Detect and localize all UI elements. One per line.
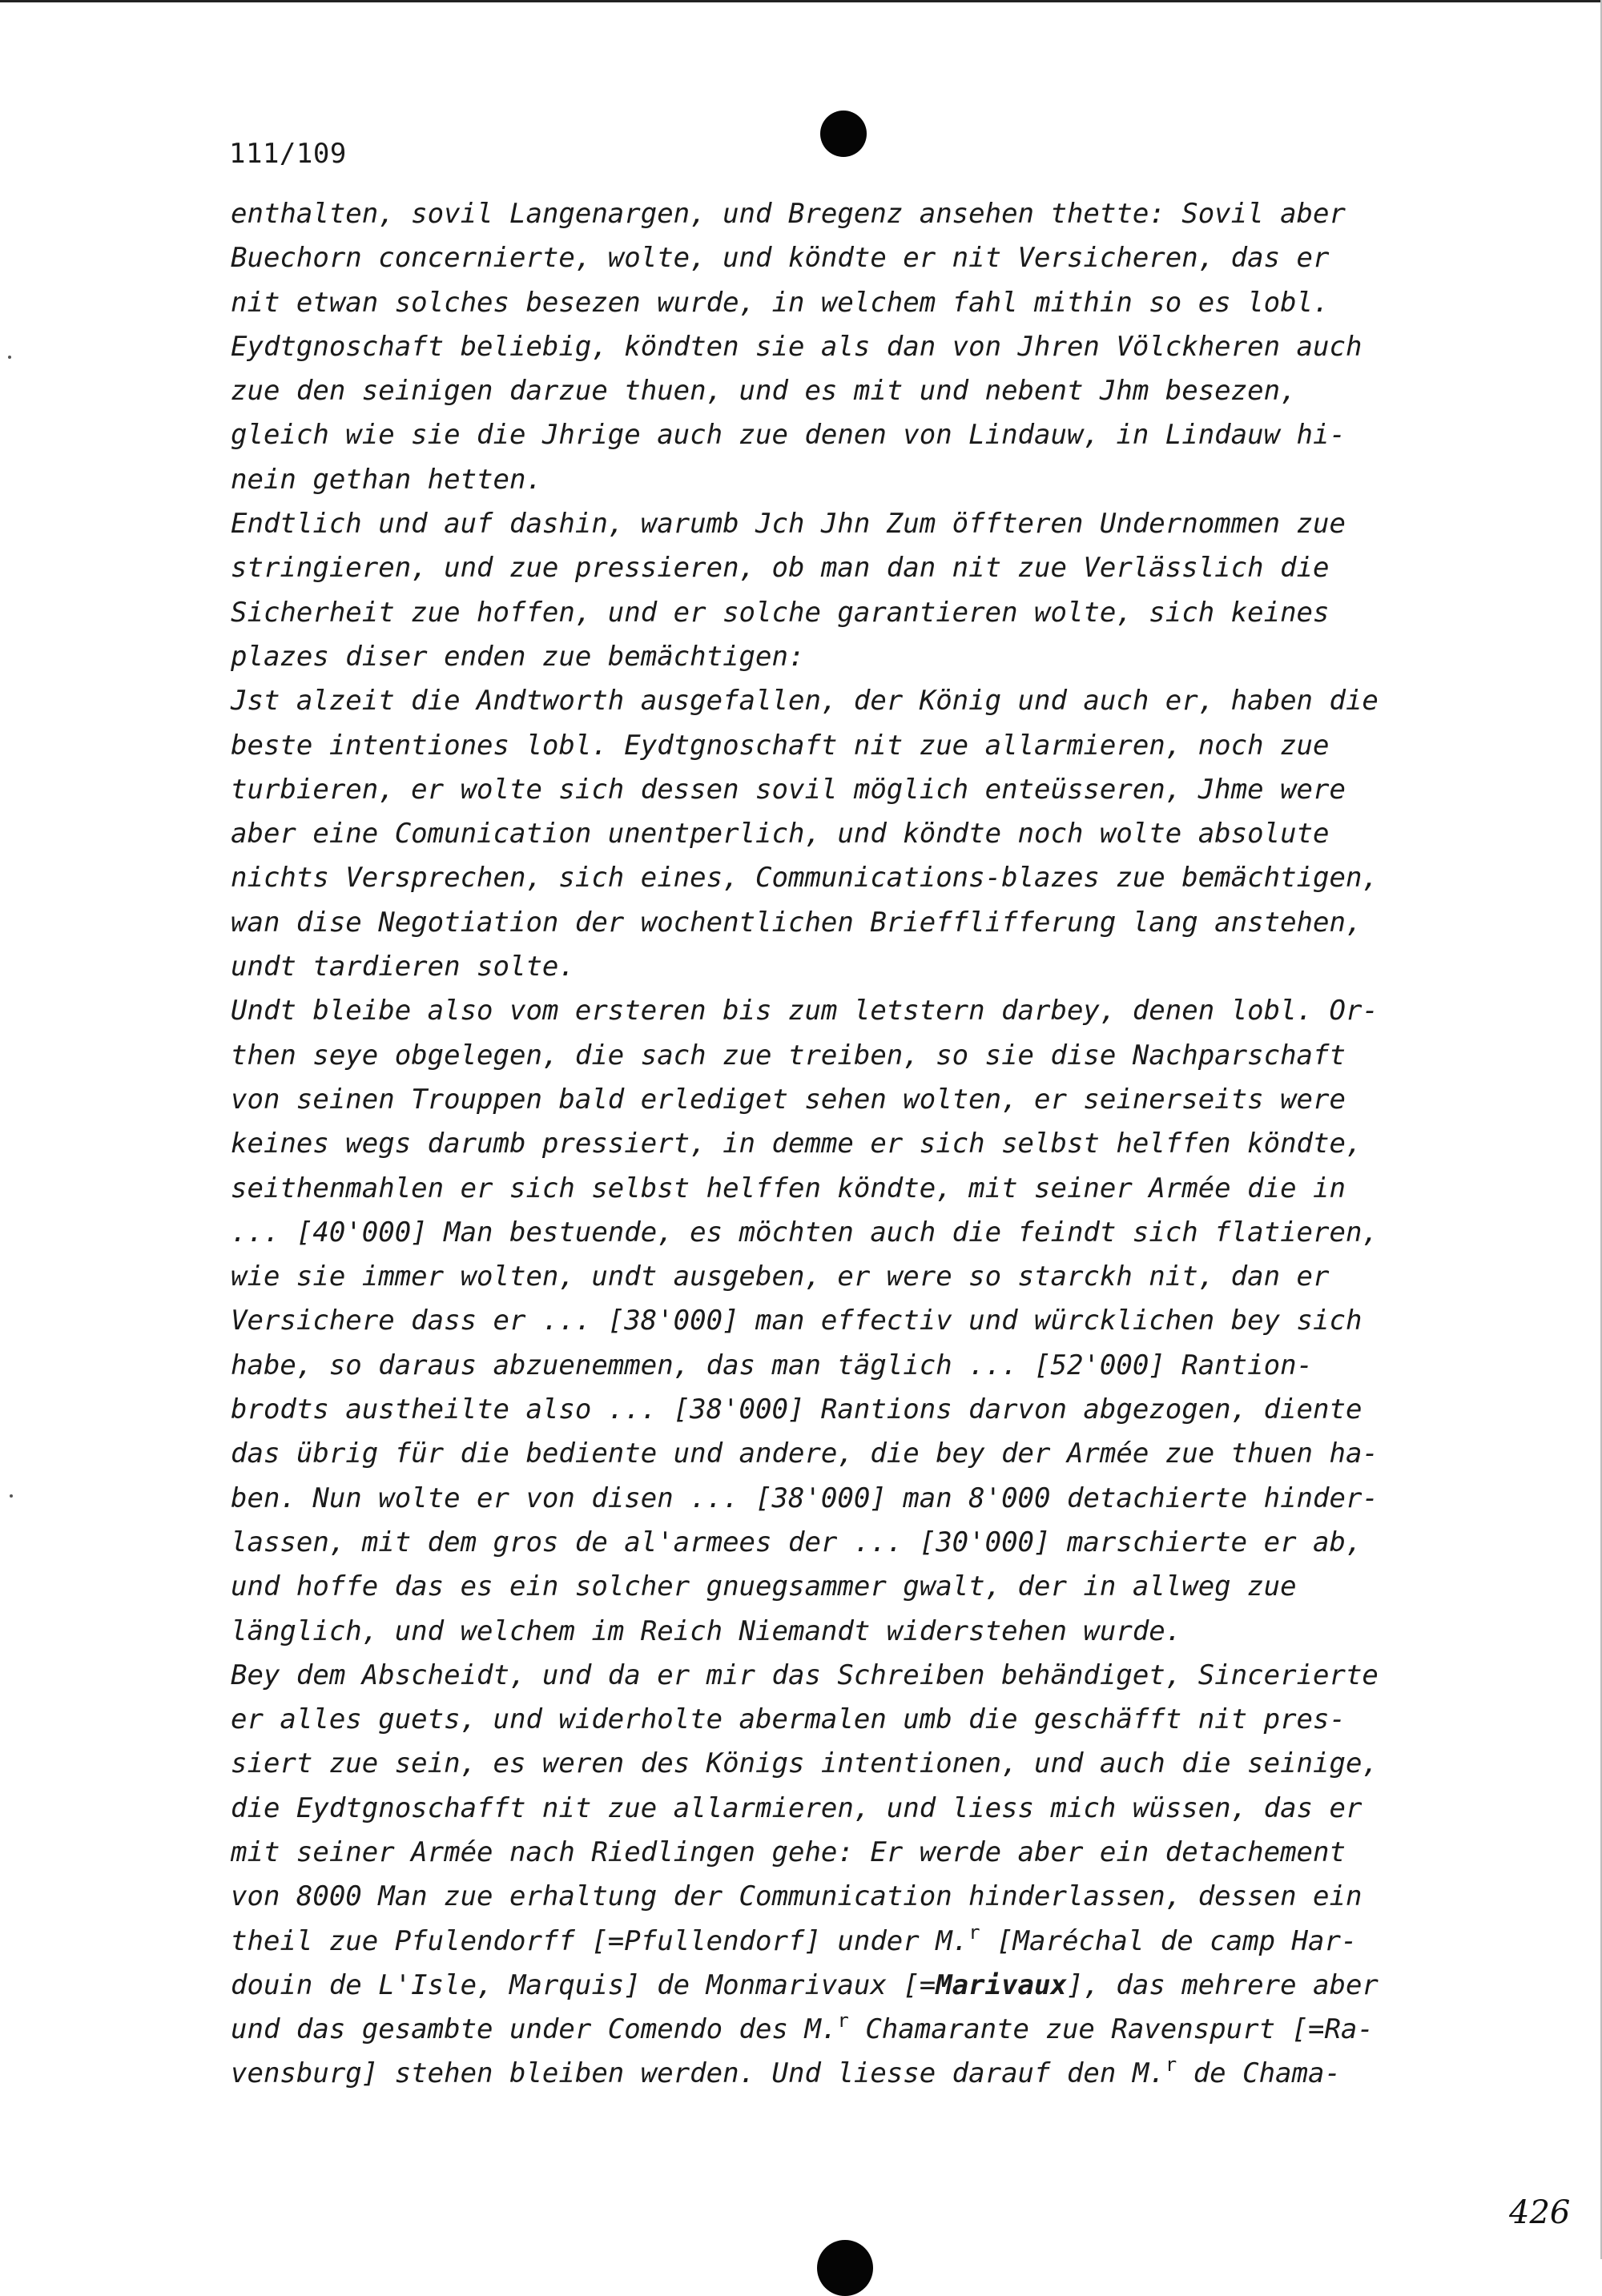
text-segment: stringieren, und zue pressieren, ob man dan nit zue Verlässlich die bbox=[231, 552, 1330, 585]
text-segment: und hoffe das es ein solcher gnuegsammer gwalt, der in allweg zue bbox=[231, 1570, 1297, 1603]
text-segment: mit seiner Armée nach Riedlingen gehe: Er werde aber ein detachement bbox=[231, 1836, 1346, 1868]
text-line bbox=[231, 1654, 1480, 1698]
text-line bbox=[231, 325, 1480, 369]
text-line bbox=[231, 635, 1480, 679]
text-line bbox=[231, 856, 1480, 900]
text-segment: siert zue sein, es weren des Königs intentionen, und auch die seinige, bbox=[231, 1747, 1379, 1780]
text-segment: wie sie immer wolten, undt ausgeben, er were so starckh nit, dan er bbox=[231, 1261, 1330, 1293]
text-segment: theil zue Pfulendorff [=Pfullendorf] under M. bbox=[231, 1924, 969, 1957]
text-line bbox=[231, 1255, 1480, 1299]
text-line bbox=[231, 768, 1480, 812]
text-segment: er alles guets, und widerholte abermalen umb die geschäfft nit pres- bbox=[231, 1703, 1346, 1736]
text-line bbox=[231, 1078, 1480, 1122]
text-segment: Bey dem Abscheidt, und da er mir das Schreiben behändiget, Sincerierte bbox=[231, 1659, 1379, 1691]
text-segment: Sicherheit zue hoffen, und er solche garantieren wolte, sich keines bbox=[231, 596, 1330, 629]
text-line bbox=[231, 1964, 1480, 2008]
superscript: r bbox=[968, 1920, 980, 1944]
text-segment: turbieren, er wolte sich dessen sovil möglich enteüsseren, Jhme were bbox=[231, 773, 1346, 806]
text-line bbox=[231, 2008, 1480, 2052]
text-line bbox=[231, 502, 1480, 546]
text-segment: [Maréchal de camp Har- bbox=[980, 1924, 1358, 1957]
punch-hole-bottom bbox=[817, 2240, 873, 2296]
text-segment: Jst alzeit die Andtworth ausgefallen, der König und auch er, haben die bbox=[231, 685, 1379, 718]
text-segment: undt tardieren solte. bbox=[231, 951, 575, 983]
text-segment: und das gesambte under Comendo des M. bbox=[231, 2013, 838, 2046]
text-line bbox=[231, 1831, 1480, 1875]
text-segment: beste intentiones lobl. Eydtgnoschaft nit zue allarmieren, noch zue bbox=[231, 729, 1330, 762]
text-segment: gleich wie sie die Jhrige auch zue denen von Lindauw, in Lindauw hi- bbox=[231, 419, 1346, 452]
text-line bbox=[231, 2052, 1480, 2096]
text-line bbox=[231, 1432, 1480, 1476]
text-line bbox=[231, 546, 1480, 590]
text-line bbox=[231, 1034, 1480, 1078]
text-segment: keines wegs darumb pressiert, in demme er sich selbst helffen köndte, bbox=[231, 1128, 1363, 1160]
text-segment: enthalten, sovil Langenargen, und Bregenz ansehen thette: Sovil aber bbox=[231, 198, 1346, 230]
text-line bbox=[231, 236, 1480, 280]
text-segment: zue den seinigen darzue thuen, und es mit und nebent Jhm besezen, bbox=[231, 375, 1297, 408]
text-segment: ben. Nun wolte er von disen ... [38'000] man 8'000 detachierte hinder- bbox=[231, 1482, 1379, 1514]
text-segment: ], das mehrere aber bbox=[1066, 1968, 1379, 2001]
text-segment: seithenmahlen er sich selbst helffen köndte, mit seiner Armée die in bbox=[231, 1172, 1346, 1204]
handwritten-page-number: 426 bbox=[1509, 2194, 1571, 2231]
text-segment: Undt bleibe also vom ersteren bis zum letstern darbey, denen lobl. Or- bbox=[231, 995, 1379, 1027]
text-line bbox=[231, 369, 1480, 413]
text-segment: then seye obgelegen, die sach zue treiben, so sie dise Nachparschaft bbox=[231, 1039, 1346, 1072]
text-segment: plazes diser enden zue bemächtigen: bbox=[231, 640, 805, 673]
text-line bbox=[231, 413, 1480, 457]
text-segment: de Chama- bbox=[1177, 2057, 1341, 2090]
text-segment: nichts Versprechen, sich eines, Communications-blazes zue bemächtigen, bbox=[231, 862, 1379, 895]
text-line bbox=[231, 458, 1480, 502]
text-line bbox=[231, 1299, 1480, 1343]
text-line bbox=[231, 679, 1480, 723]
transcription-body bbox=[231, 192, 1480, 2097]
text-segment: douin de L'Isle, Marquis] de Monmarivaux [= bbox=[231, 1968, 936, 2001]
text-line bbox=[231, 1477, 1480, 1521]
text-line bbox=[231, 1875, 1480, 1919]
text-segment: Versichere dass er ... [38'000] man effectiv und würcklichen bey sich bbox=[231, 1305, 1363, 1337]
text-segment: brodts austheilte also ... [38'000] Rantions darvon abgezogen, diente bbox=[231, 1393, 1363, 1426]
superscript: r bbox=[837, 2009, 849, 2033]
text-segment: Endtlich und auf dashin, warumb Jch Jhn Zum öffteren Undernommen zue bbox=[231, 508, 1346, 541]
text-segment: lassen, mit dem gros de al'armees der ... [30'000] marschierte er ab, bbox=[231, 1526, 1363, 1558]
top-edge-line bbox=[0, 0, 1602, 2]
text-line bbox=[231, 281, 1480, 325]
text-line bbox=[231, 1388, 1480, 1432]
text-segment: das übrig für die bediente und andere, die bey der Armée zue thuen ha- bbox=[231, 1438, 1379, 1470]
text-line bbox=[231, 901, 1480, 945]
text-line bbox=[231, 945, 1480, 989]
text-line bbox=[231, 1521, 1480, 1565]
text-segment: länglich, und welchem im Reich Niemandt widerstehen wurde. bbox=[231, 1614, 1182, 1647]
text-segment: aber eine Comunication unentperlich, und köndte noch wolte absolute bbox=[231, 818, 1330, 850]
punch-hole-top bbox=[820, 111, 867, 157]
text-segment: vensburg] stehen bleiben werden. Und liesse darauf den M. bbox=[231, 2057, 1165, 2090]
text-segment: wan dise Negotiation der wochentlichen Briefflifferung lang anstehen, bbox=[231, 906, 1363, 939]
text-line bbox=[231, 1920, 1480, 1964]
text-segment: habe, so daraus abzuenemmen, das man täglich ... [52'000] Rantion- bbox=[231, 1349, 1314, 1381]
text-segment: die Eydtgnoschafft nit zue allarmieren, und liess mich wüssen, das er bbox=[231, 1791, 1363, 1824]
text-line bbox=[231, 812, 1480, 856]
text-line bbox=[231, 192, 1480, 236]
text-segment: von 8000 Man zue erhaltung der Communication hinderlassen, dessen ein bbox=[231, 1880, 1363, 1913]
text-line bbox=[231, 1344, 1480, 1388]
text-line bbox=[231, 1698, 1480, 1742]
text-segment: nit etwan solches besezen wurde, in welchem fahl mithin so es lobl. bbox=[231, 286, 1330, 319]
superscript: r bbox=[1165, 2053, 1177, 2077]
document-number: 111/109 bbox=[229, 138, 347, 170]
text-line bbox=[231, 1211, 1480, 1255]
text-line bbox=[231, 591, 1480, 635]
text-segment: Eydtgnoschaft beliebig, köndten sie als dan von Jhren Völckheren auch bbox=[231, 330, 1363, 363]
bold-text: Marivaux bbox=[936, 1968, 1067, 2001]
text-line bbox=[231, 1565, 1480, 1609]
text-segment: Buechorn concernierte, wolte, und köndte er nit Versicheren, das er bbox=[231, 242, 1330, 275]
margin-mark bbox=[10, 1494, 13, 1498]
text-line bbox=[231, 1787, 1480, 1831]
text-line bbox=[231, 1122, 1480, 1166]
text-segment: nein gethan hetten. bbox=[231, 463, 542, 496]
margin-mark bbox=[8, 356, 11, 359]
text-line bbox=[231, 1167, 1480, 1211]
text-line bbox=[231, 1742, 1480, 1786]
text-segment: ... [40'000] Man bestuende, es möchten auch die feindt sich flatieren, bbox=[231, 1216, 1379, 1249]
text-line bbox=[231, 989, 1480, 1033]
text-line bbox=[231, 724, 1480, 768]
text-line bbox=[231, 1610, 1480, 1654]
text-segment: Chamarante zue Ravenspurt [=Ra- bbox=[848, 2013, 1374, 2046]
text-segment: von seinen Trouppen bald erlediget sehen wolten, er seinerseits were bbox=[231, 1083, 1346, 1116]
